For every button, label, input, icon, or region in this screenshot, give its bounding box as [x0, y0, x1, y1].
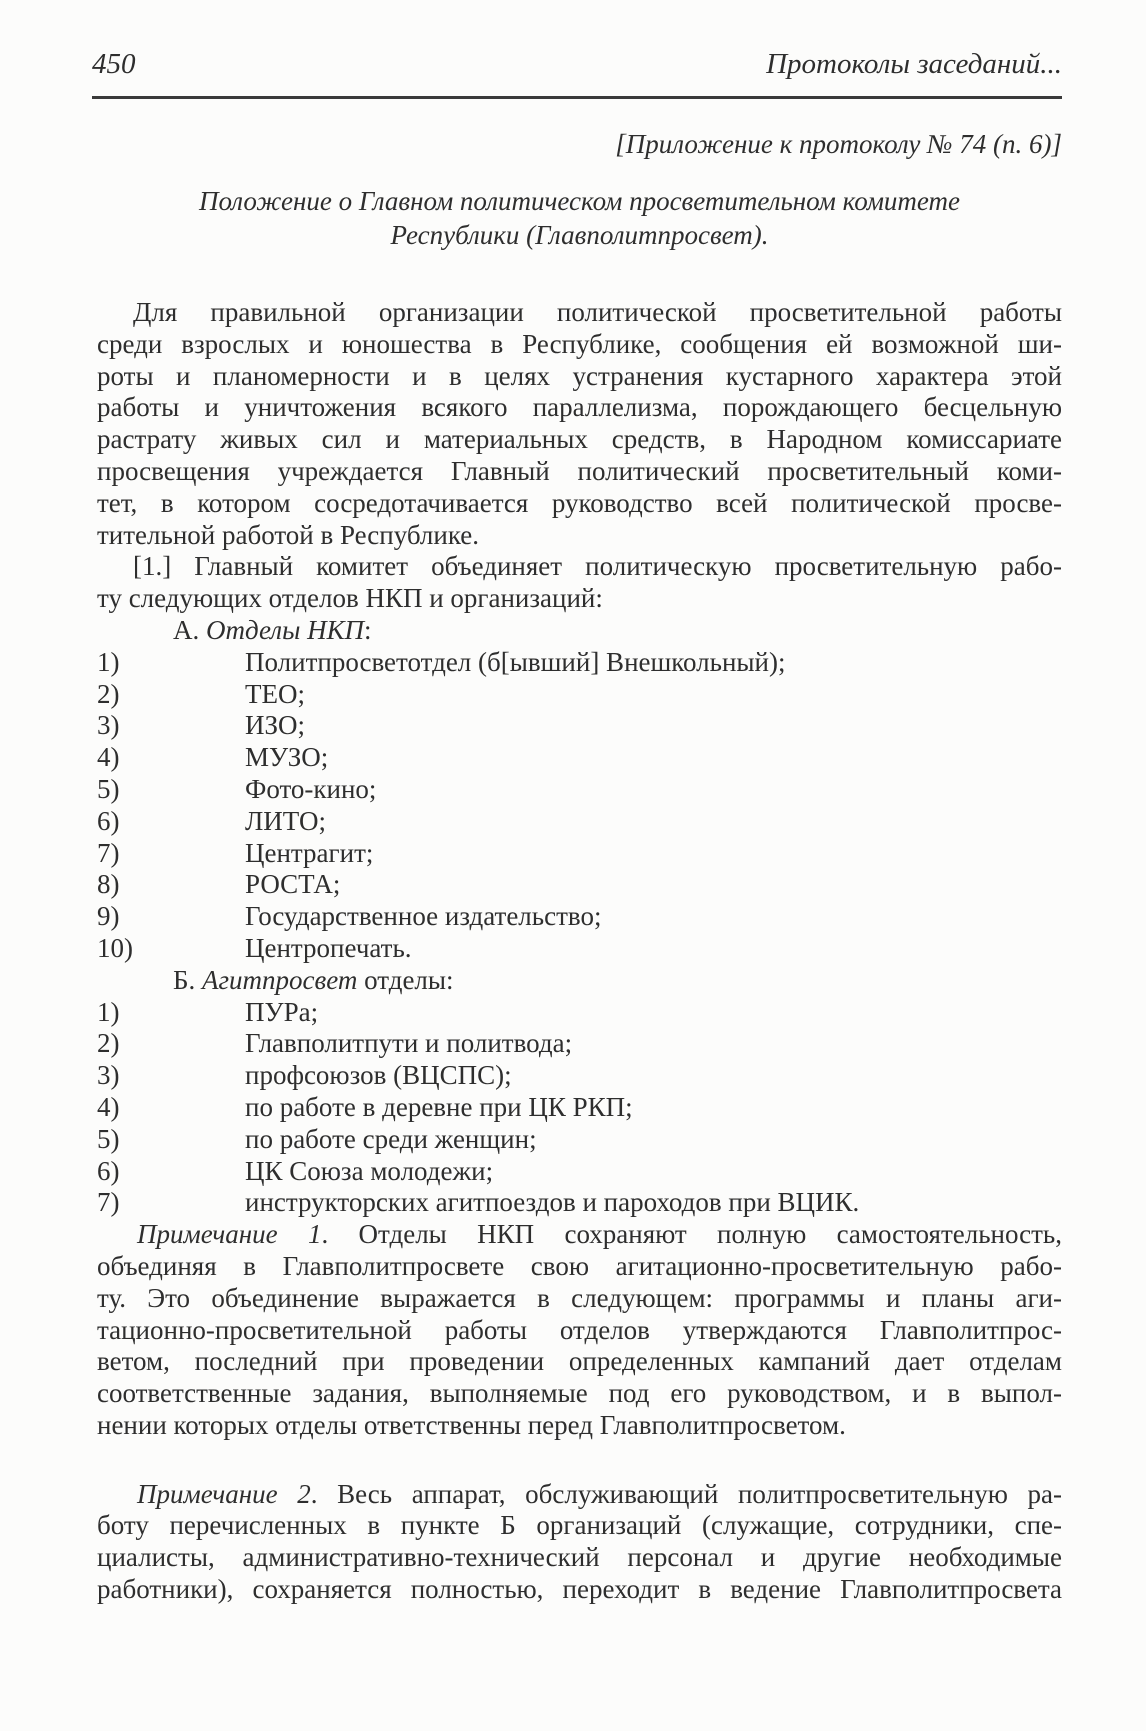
list-item-number: 10) — [97, 932, 133, 963]
text-line: тационно-просветительной работы отделов утверждаются Главполитпрос- — [97, 1314, 1062, 1345]
text-line: тет, в котором сосредотачивается руководство всей политической просве- — [97, 487, 1062, 518]
text-line: боту перечисленных в пункте Б организаций (служащие, сотрудники, спе- — [97, 1510, 1062, 1541]
list-item — [97, 838, 1062, 870]
intro-paragraph — [97, 297, 1062, 551]
text-line: работники), сохраняется полностью, переходит в ведение Главполитпросвета — [97, 1574, 1062, 1605]
list-item — [97, 869, 1062, 901]
text-line: ту. Это объединение выражается в следующем: программы и планы аги- — [97, 1282, 1062, 1313]
text-line: тительной работой в Республике. — [97, 519, 480, 550]
note-2-label: Примечание 2 — [137, 1478, 311, 1509]
text-line: Для правильной организации политической просветительной работы — [133, 297, 1062, 327]
text-line: нении которых отделы ответственны перед Главполитпросветом. — [97, 1409, 846, 1440]
list-item — [97, 1156, 1062, 1188]
text-line: просвещения учреждается Главный политический просветительный коми- — [97, 455, 1062, 486]
note-2-text: . Весь аппарат, обслуживающий политпросветительную ра- — [310, 1478, 1062, 1509]
section-b-prefix: Б. — [173, 964, 203, 995]
list-item-text: Фото-кино; — [245, 773, 377, 804]
text-line: растрату живых сил и материальных средств, в Народном комиссариате — [97, 424, 1062, 455]
list-item — [97, 1124, 1062, 1156]
text-line: [1.] Главный комитет объединяет политическую просветительную рабо- — [133, 551, 1062, 582]
text-line: ветом, последний при проведении определенных кампаний дает отделам — [97, 1346, 1062, 1377]
list-item — [97, 1060, 1062, 1092]
list-item-text: ТЕО; — [245, 678, 305, 709]
list-b — [97, 997, 1062, 1220]
list-item — [97, 901, 1062, 933]
list-item-text: Политпросветотдел (б[ывший] Внешкольный); — [245, 646, 786, 677]
list-item-number: 9) — [97, 901, 120, 932]
list-item-number: 2) — [97, 678, 120, 709]
list-item-number: 5) — [97, 1123, 120, 1154]
list-item — [97, 647, 1062, 679]
list-item-number: 4) — [97, 742, 120, 773]
list-item — [97, 679, 1062, 711]
section-a-prefix: А. — [173, 614, 206, 645]
list-item-text: Государственное издательство; — [245, 901, 602, 932]
list-item-text: ИЗО; — [245, 710, 306, 741]
list-item-number: 1) — [97, 646, 120, 677]
section-a-title: Отделы НКП — [206, 614, 365, 645]
document-title-line-1: Положение о Главном политическом просветительном комитете — [198, 186, 961, 216]
note-1-label: Примечание 1 — [137, 1219, 322, 1250]
list-item-text: ЛИТО; — [245, 805, 326, 836]
document-body — [97, 297, 1062, 1606]
list-item-number: 3) — [97, 1060, 120, 1091]
list-item-text: по работе среди женщин; — [245, 1123, 537, 1154]
section-b-heading — [97, 965, 1062, 997]
header-rule — [92, 96, 1062, 99]
list-item-number: 5) — [97, 773, 120, 804]
note-2-first-line — [97, 1479, 1062, 1511]
list-item-number: 3) — [97, 710, 120, 741]
list-item — [97, 710, 1062, 742]
list-item — [97, 742, 1062, 774]
note-1-first-line — [97, 1219, 1062, 1251]
list-item-number: 6) — [97, 1155, 120, 1186]
list-item-text: РОСТА; — [245, 869, 341, 900]
list-item — [97, 1028, 1062, 1060]
list-item — [97, 1187, 1062, 1219]
note-1 — [97, 1219, 1062, 1442]
text-line: роты и планомерности и в целях устранения кустарного характера этой — [97, 360, 1062, 391]
section-b-suffix: отделы: — [357, 964, 454, 995]
section-b-title: Агитпросвет — [202, 964, 358, 995]
list-item-text: по работе в деревне при ЦК РКП; — [245, 1091, 633, 1122]
note-2 — [97, 1479, 1062, 1606]
text-line: соответственные задания, выполняемые под его руководством, и в выпол- — [97, 1378, 1062, 1409]
list-item-text: ЦК Союза молодежи; — [245, 1155, 494, 1186]
section-a-heading — [97, 615, 1062, 647]
list-item-text: профсоюзов (ВЦСПС); — [245, 1060, 512, 1091]
text-line: циалисты, административно-технический персонал и другие необходимые — [97, 1542, 1062, 1573]
page-number: 450 — [92, 48, 136, 80]
list-item-number: 8) — [97, 869, 120, 900]
document-title-line-2: Республики (Главполитпросвет). — [390, 220, 769, 250]
note-1-text: . Отделы НКП сохраняют полную самостоятельность, — [321, 1219, 1062, 1250]
list-item — [97, 933, 1062, 965]
list-item-number: 7) — [97, 837, 120, 868]
list-item — [97, 806, 1062, 838]
list-item-text: Центрагит; — [245, 837, 374, 868]
list-item-number: 7) — [97, 1187, 120, 1218]
list-item-number: 2) — [97, 1028, 120, 1059]
list-item — [97, 1092, 1062, 1124]
text-line: объединяя в Главполитпросвете свою агитационно-просветительную рабо- — [97, 1250, 1062, 1281]
point-1-paragraph — [97, 551, 1062, 615]
list-a — [97, 647, 1062, 965]
list-item-text: инструкторских агитпоездов и пароходов при ВЦИК. — [245, 1187, 860, 1218]
list-item-number: 6) — [97, 805, 120, 836]
list-item — [97, 997, 1062, 1029]
list-item-number: 1) — [97, 996, 120, 1027]
list-item-text: ПУРа; — [245, 996, 319, 1027]
text-line: работы и уничтожения всякого параллелизма, порождающего бесцельную — [97, 392, 1062, 423]
list-item-text: Главполитпути и политвода; — [245, 1028, 573, 1059]
section-a-suffix: : — [364, 614, 372, 645]
running-title: Протоколы заседаний... — [766, 48, 1062, 80]
text-line: среди взрослых и юношества в Республике, сообщения ей возможной ши- — [97, 328, 1062, 359]
list-item-text: Центропечать. — [245, 932, 412, 963]
list-item — [97, 774, 1062, 806]
list-item-number: 4) — [97, 1091, 120, 1122]
text-line: ту следующих отделов НКП и организаций: — [97, 583, 603, 614]
list-item-text: МУЗО; — [245, 742, 329, 773]
appendix-reference: [Приложение к протоколу № 74 (п. 6)] — [615, 129, 1062, 159]
